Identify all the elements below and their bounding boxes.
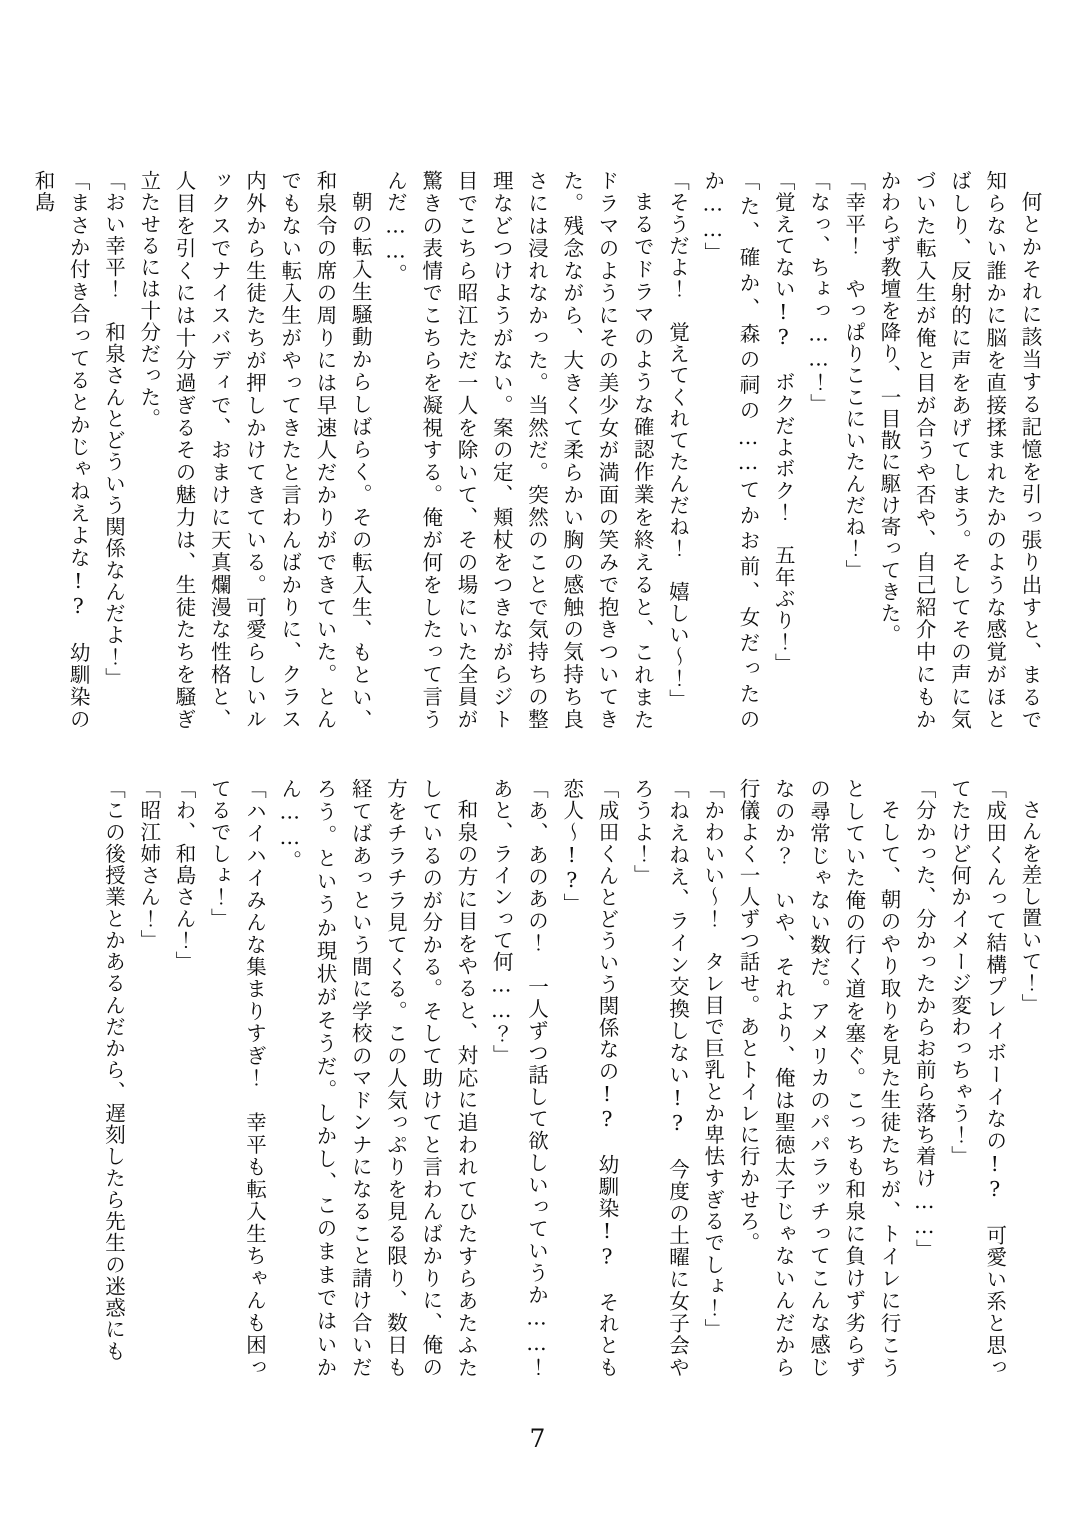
- paragraph: まるでドラマのような確認作業を終えると、これまたドラマのようにその美少女が満面の笑みで抱きついてきた。残念ながら、大きくて柔らかい胸の感触の気持ち良さには浸れなかった。当然だ。突然のことで気持ちの整理などつけようがない。案の定、頬杖をつきながらジト目でこちら昭江ただ一人を除いて、その場にいた全員が驚きの表情でこちらを凝視する。俺が何をしたって言うんだ……。: [383, 170, 655, 730]
- paragraph: 何とかそれに該当する記憶を引っ張り出すと、まるで知らない誰かに脳を直接揉まれたかのような感覚がほとばしり、反射的に声をあげてしまう。そしてその声に気づいた転入生が俺と目が合うや否や、自己紹介中にもかかわらず教壇を降り、一目散に駆け寄ってきた。: [877, 170, 1042, 730]
- text-block-upper: [31, 170, 1047, 730]
- paragraph: 「この後授業とかあるんだから、遅刻したら先生の迷惑にも: [101, 778, 126, 1362]
- paragraph: 「わ、和島さん！」: [172, 778, 196, 973]
- paragraph: 「昭江姉さん！」: [136, 778, 161, 952]
- paragraph: 「ハイハイみんな集まりすぎ！ 幸平も転入生ちゃんも困ってるでしょ！」: [207, 778, 267, 1378]
- paragraph: さんを差し置いて！」: [1018, 798, 1042, 1015]
- paragraph: 「成田くんって結構プレイボーイなの!? 可愛い系と思ってたけど何かイメージ変わっちゃう！」: [947, 778, 1007, 1378]
- paragraph: 朝の転入生騒動からしばらく。その転入生、もとい、和泉令の席の周りには早速人だかりができていた。とんでもない転入生がやってきたと言わんばかりに、クラス内外から生徒たちが押しかけてきている。可愛らしいルックスでナイスバディで、おまけに天真爛漫な性格と、人目を引くには十分過ぎるその魅力は、生徒たちを騒ぎ立たせるには十分だった。: [136, 170, 373, 730]
- paragraph: 「分かった、分かったからお前ら落ち着け……」: [912, 778, 937, 1261]
- paragraph: そして、朝のやり取りを見た生徒たちが、トイレに行こうとしていた俺の行く道を塞ぐ。こっちも和泉に負けず劣らずの尋常じゃない数だ。アメリカのパパラッチってこんな感じなのか？ いや、それより、俺は聖徳太子じゃないんだから行儀よく一人ずつ話せ。あとトイレに行かせろ。: [736, 778, 901, 1378]
- paragraph: 「まさか付き合ってるとかじゃねえよな!? 幼馴染の和島: [31, 170, 91, 730]
- paragraph: 和泉の方に目をやると、対応に追われてひたすらあたふたしているのが分かる。そして助けてと言わんばかりに、俺の方をチラチラ見てくる。この人気っぷりを見る限り、数日も経てばあっという間に学校のマドンナになること請け合いだろう。というか現状がそうだ。しかし、このままではいかん……。: [277, 778, 478, 1378]
- paragraph: 「おい幸平！ 和泉さんとどういう関係なんだよ！」: [101, 170, 126, 690]
- paragraph: 「そうだよ！ 覚えてくれてたんだね！ 嬉しい～！」: [665, 170, 690, 711]
- paragraph: 「あ、あのあの！ 一人ずつ話して欲しいっていうか……！ あと、ラインって何……？」: [489, 778, 549, 1400]
- paragraph: 「かわいい～！ タレ目で巨乳とか卑怯すぎるでしょ！」: [700, 778, 725, 1341]
- paragraph: 「なっ、ちょっ……！」: [806, 170, 831, 415]
- paragraph: 「た、確か、森の祠の……てかお前、女だったのか……」: [700, 170, 760, 730]
- paragraph: 「覚えてない!? ボクだよボク！ 五年ぶり！」: [771, 170, 796, 675]
- paragraph: 「成田くんとどういう関係なの!? 幼馴染!? それとも恋人～!?」: [559, 778, 619, 1378]
- paragraph: 「ねえねえ、ライン交換しない!? 今度の土曜に女子会やろうよ！」: [630, 778, 690, 1378]
- page-number: 7: [529, 1424, 546, 1453]
- text-block-lower: [97, 778, 1047, 1400]
- paragraph: 「幸平！ やっぱりここにいたんだね！」: [841, 170, 866, 581]
